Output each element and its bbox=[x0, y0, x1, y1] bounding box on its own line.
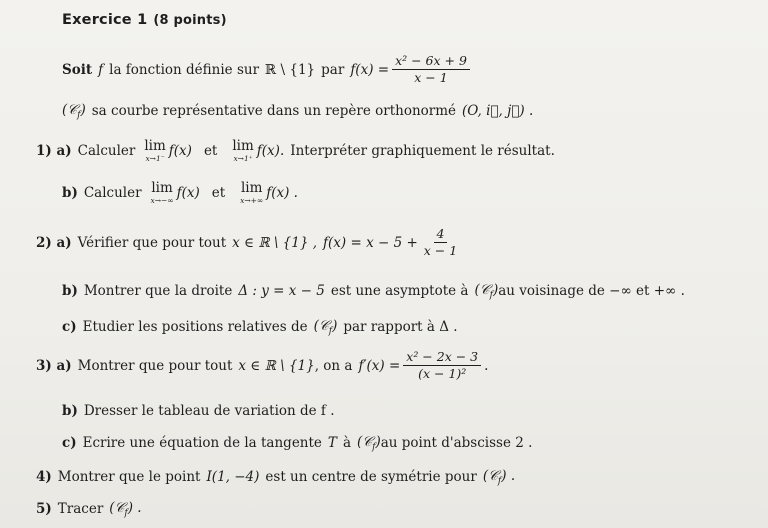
q2c-text2: par rapport à Δ . bbox=[343, 319, 458, 336]
lim-word: lim bbox=[144, 138, 166, 154]
curve-symbol-close: ) . bbox=[501, 468, 516, 484]
q3c-text3: au point d'abscisse 2 . bbox=[380, 435, 533, 452]
curve-symbol-c: (𝒞 bbox=[474, 282, 490, 298]
question-2b bbox=[62, 282, 685, 301]
q3a-numerator: x² − 2x − 3 bbox=[403, 350, 481, 366]
q3c-label: c) bbox=[62, 435, 77, 452]
question-5 bbox=[36, 500, 142, 519]
curve-symbol bbox=[109, 500, 141, 519]
curve-symbol bbox=[62, 102, 86, 121]
intro-par: par bbox=[321, 61, 345, 78]
curve-symbol-sub: f bbox=[124, 508, 128, 519]
lim-word: lim bbox=[232, 138, 254, 154]
curve-symbol bbox=[475, 282, 499, 301]
q4-point: I(1, −4) bbox=[206, 469, 260, 486]
curve-line bbox=[62, 102, 533, 121]
question-1a bbox=[36, 140, 555, 162]
lim-word: lim bbox=[240, 180, 263, 196]
q1b-lim-left bbox=[151, 182, 174, 204]
curve-symbol-c: (𝒞 bbox=[357, 434, 373, 450]
q1a-interpret: Interpréter graphiquement le résultat. bbox=[290, 143, 555, 159]
question-2c bbox=[62, 318, 458, 337]
intro-line bbox=[62, 54, 473, 86]
q3a-text: Montrer que pour tout bbox=[77, 357, 233, 374]
curve-symbol-close: ) bbox=[332, 318, 338, 334]
intro-soit: Soit bbox=[62, 61, 93, 78]
q3c-text: Ecrire une équation de la tangente bbox=[82, 435, 322, 452]
q3a-fprime: f′(x) = bbox=[358, 357, 401, 374]
curve-symbol-sub: f bbox=[497, 476, 502, 487]
q2a-denominator: x − 1 bbox=[423, 243, 458, 259]
q1b-text: Calculer bbox=[83, 185, 142, 201]
q2b-text: Montrer que la droite bbox=[83, 283, 233, 300]
q3a-end: . bbox=[484, 357, 489, 374]
q3a-condition: x ∈ ℝ \ {1} bbox=[238, 357, 315, 374]
curve-symbol-close: ) . bbox=[127, 500, 142, 516]
q2a-expression: f(x) = x − 5 + bbox=[323, 234, 418, 251]
lim-sub: x→−∞ bbox=[150, 195, 174, 205]
question-3a bbox=[36, 350, 488, 382]
q5-text: Tracer bbox=[57, 501, 104, 518]
intro-fx: f(x) = bbox=[350, 61, 390, 78]
exercise-title bbox=[62, 12, 227, 28]
q1a-lim-right bbox=[232, 140, 253, 162]
q1a-text: Calculer bbox=[77, 143, 136, 159]
curve-symbol bbox=[314, 318, 338, 337]
q4-text2: est un centre de symétrie pour bbox=[265, 469, 477, 486]
q1a-label: 1) a) bbox=[36, 143, 72, 159]
q1b-label: b) bbox=[62, 185, 78, 201]
q1b-et: et bbox=[211, 185, 226, 201]
lim-sub: x→1⁺ bbox=[233, 153, 253, 163]
points-text: (8 points) bbox=[153, 13, 227, 28]
q4-label: 4) bbox=[36, 469, 52, 486]
lim-sub: x→+∞ bbox=[240, 195, 264, 205]
title-text: Exercice 1 bbox=[62, 12, 148, 28]
curve-symbol-sub: f bbox=[328, 326, 333, 337]
question-4 bbox=[36, 468, 515, 487]
curve-symbol bbox=[357, 434, 381, 453]
q1a-lim-left bbox=[144, 140, 165, 162]
question-3c bbox=[62, 434, 532, 453]
curve-symbol-close: ) bbox=[80, 102, 86, 118]
intro-fraction bbox=[392, 54, 470, 86]
q1a-et: et bbox=[203, 143, 218, 159]
q2b-line-eq: Δ : y = x − 5 bbox=[238, 283, 325, 300]
q2a-text: Vérifier que pour tout bbox=[77, 234, 227, 251]
curve-symbol bbox=[483, 468, 515, 487]
q2a-numerator: 4 bbox=[434, 227, 448, 243]
q3b-label: b) bbox=[62, 403, 78, 419]
q3a-text2: , on a bbox=[314, 357, 353, 374]
q3a-label: 3) a) bbox=[36, 357, 72, 374]
q2b-text3: au voisinage de −∞ et +∞ . bbox=[498, 283, 685, 300]
q3b-text: Dresser le tableau de variation de f . bbox=[83, 403, 335, 419]
q1a-fx: f(x) bbox=[168, 143, 192, 159]
q2a-label: 2) a) bbox=[36, 234, 72, 251]
q1b-fx2: f(x) . bbox=[266, 185, 298, 201]
intro-denominator: x − 1 bbox=[414, 70, 448, 86]
curve-symbol-sub: f bbox=[77, 110, 81, 121]
intro-domain: ℝ \ {1} bbox=[265, 61, 316, 78]
curve-symbol-c: (𝒞 bbox=[313, 318, 329, 334]
curve-symbol-sub: f bbox=[372, 442, 376, 453]
curve-symbol-sub: f bbox=[489, 290, 493, 301]
intro-numerator: x² − 6x + 9 bbox=[392, 54, 470, 70]
q2c-text: Etudier les positions relatives de bbox=[82, 319, 308, 336]
intro-f: f bbox=[98, 61, 104, 78]
q1a-fx2: f(x). bbox=[256, 143, 285, 159]
curve-symbol-c: (𝒞 bbox=[109, 500, 125, 516]
q2b-text2: est une asymptote à bbox=[330, 283, 469, 300]
q4-text: Montrer que le point bbox=[57, 469, 201, 486]
lim-sub: x→1⁻ bbox=[145, 153, 165, 163]
curve-symbol-c: (𝒞 bbox=[482, 468, 498, 484]
q2a-fraction bbox=[421, 227, 460, 259]
q2a-condition: x ∈ ℝ \ {1} , bbox=[232, 234, 318, 251]
curve-line-text: sa courbe représentative dans un repère orthonormé bbox=[91, 103, 457, 120]
question-1b bbox=[62, 182, 298, 204]
repere: (O, i⃗, j⃗) . bbox=[462, 103, 534, 120]
curve-symbol-close: ) bbox=[375, 434, 381, 450]
lim-word: lim bbox=[151, 180, 173, 196]
q3a-denominator: (x − 1)² bbox=[418, 366, 467, 382]
q5-label: 5) bbox=[36, 501, 52, 518]
question-2a bbox=[36, 227, 463, 259]
curve-symbol-close: ) bbox=[492, 282, 499, 298]
q2b-label: b) bbox=[62, 283, 78, 300]
intro-text: la fonction définie sur bbox=[109, 61, 260, 78]
q1b-fx: f(x) bbox=[176, 185, 200, 201]
question-3b bbox=[62, 403, 335, 419]
q2c-label: c) bbox=[62, 319, 77, 336]
q1b-lim-right bbox=[240, 182, 263, 204]
q3c-tangent: T bbox=[327, 435, 337, 452]
curve-symbol-c: (𝒞 bbox=[62, 102, 78, 118]
q3a-fraction bbox=[403, 350, 481, 382]
q3c-text2: à bbox=[342, 435, 351, 452]
